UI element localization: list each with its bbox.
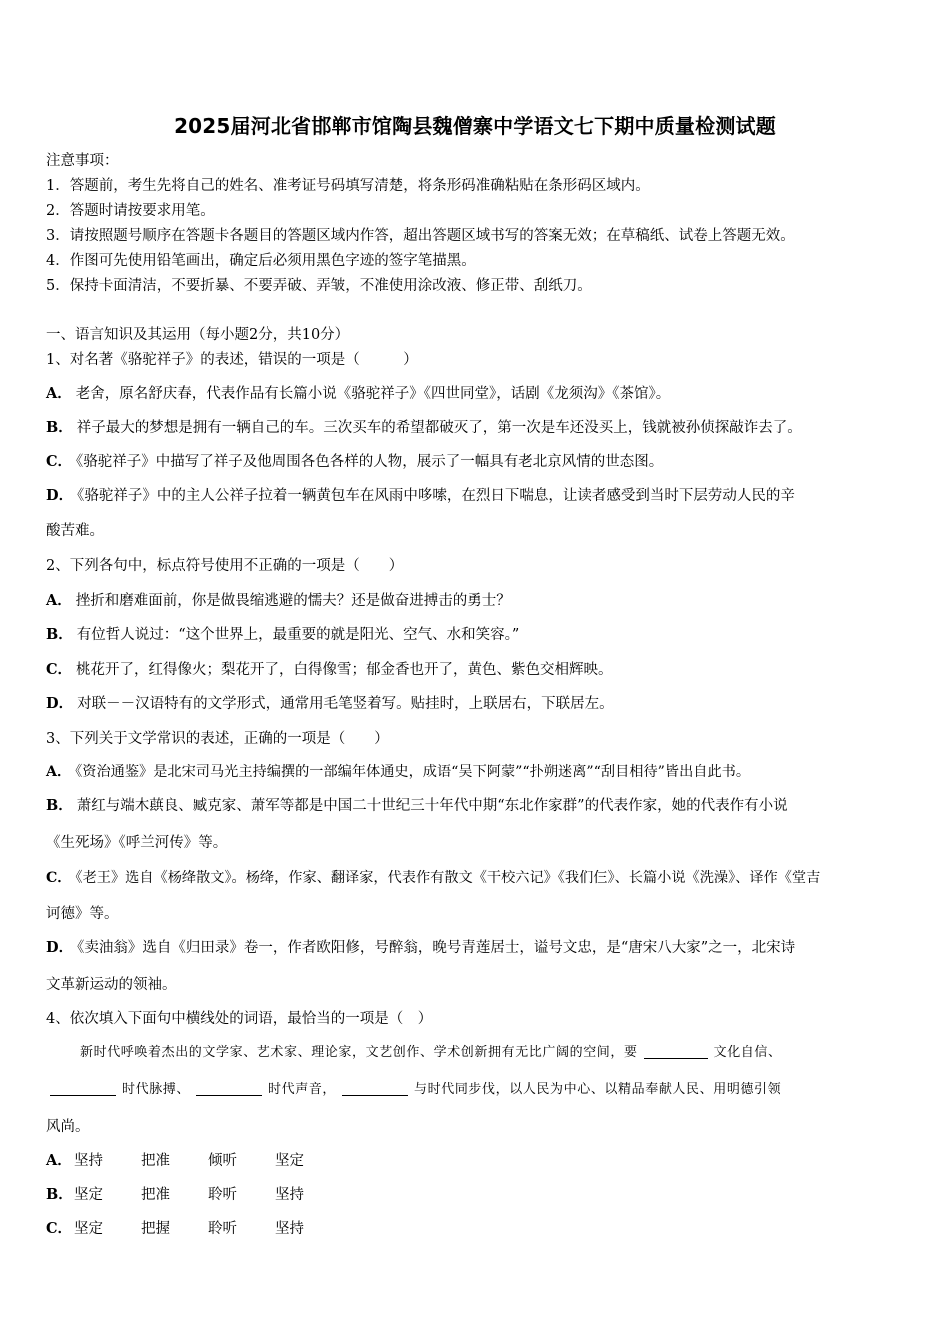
notice-item: 3．请按照题号顺序在答题卡各题目的答题区域内作答，超出答题区域书写的答案无效；在草稿纸、试卷上答题无效。 <box>46 228 795 244</box>
question-1-option-b <box>46 418 802 438</box>
passage-text: 新时代呼唤着杰出的文学家、艺术家、理论家，文艺创作、学术创新拥有无比广阔的空间，要 <box>80 1045 638 1060</box>
notice-item: 5．保持卡面清洁，不要折暴、不要弄破、弄皱，不准使用涂改液、修正带、刮纸刀。 <box>46 278 592 294</box>
section-heading: 一、语言知识及其运用（每小题2分，共10分） <box>46 327 350 343</box>
question-4-option-a <box>46 1151 342 1171</box>
option-text: 对联－－汉语特有的文学形式，通常用毛笔竖着写。贴挂时，上联居右，下联居左。 <box>77 696 614 712</box>
question-1-option-d <box>46 486 795 506</box>
option-label: C． <box>46 870 72 886</box>
question-2-option-c <box>46 660 613 680</box>
question-4-passage-line <box>50 1080 781 1100</box>
question-1-stem: 1、对名著《骆驼祥子》的表述，错误的一项是（ ） <box>46 352 418 368</box>
question-3-option-c <box>46 868 820 888</box>
question-4-option-b <box>46 1185 342 1205</box>
option-text: 挫折和磨难面前，你是做畏缩逃避的懦夫？还是做奋进搏击的勇士？ <box>75 593 511 609</box>
option-text: 《资治通鉴》是北宋司马光主持编撰的一部编年体通史，成语“吴下阿蒙”“扑朔迷离”“刮目相待”皆出自此书。 <box>75 764 751 780</box>
question-3-option-a <box>46 762 750 782</box>
question-3-stem: 3、下列关于文学常识的表述，正确的一项是（ ） <box>46 731 389 747</box>
option-text: 萧红与端木蕻良、臧克家、萧军等都是中国二十世纪三十年代中期“东北作家群”的代表作家，她的代表作有小说 <box>76 798 788 814</box>
option-label: C． <box>46 1220 73 1237</box>
option-label: D． <box>46 939 74 956</box>
option-label: D． <box>46 487 74 504</box>
passage-text: 时代脉搏、 <box>122 1082 191 1097</box>
option-word: 聆听 <box>208 1187 237 1203</box>
question-2-stem: 2、下列各句中，标点符号使用不正确的一项是（ ） <box>46 558 404 574</box>
page-title: 2025届河北省邯郸市馆陶县魏僧寨中学语文七下期中质量检测试题 <box>174 114 776 138</box>
question-3-option-d <box>46 938 795 958</box>
option-text: 桃花开了，红得像火；梨花开了，白得像雪；郁金香也开了，黄色、紫色交相辉映。 <box>76 662 613 678</box>
notice-item: 1．答题前，考生先将自己的姓名、准考证号码填写清楚，将条形码准确粘贴在条形码区域内。 <box>46 178 650 194</box>
fill-blank <box>644 1044 708 1059</box>
question-4-passage-end: 风尚。 <box>46 1119 90 1135</box>
passage-text: 与时代同步伐，以人民为中心、以精品奉献人民、用明德引领 <box>414 1082 782 1097</box>
passage-text: 时代声音， <box>268 1082 337 1097</box>
question-1-option-d-cont: 酸苦难。 <box>46 523 104 539</box>
option-label: B． <box>46 797 73 814</box>
question-3-option-b-cont: 《生死场》《呼兰河传》等。 <box>46 835 228 851</box>
option-word: 坚定 <box>74 1187 103 1203</box>
question-4-passage-line <box>80 1043 782 1063</box>
option-text: 老舍，原名舒庆春，代表作品有长篇小说《骆驼祥子》《四世同堂》，话剧《龙须沟》《茶馆》。 <box>75 386 671 402</box>
question-4-stem: 4、依次填入下面句中横线处的词语，最恰当的一项是（ ） <box>46 1011 433 1027</box>
fill-blank <box>50 1081 116 1096</box>
fill-blank <box>196 1081 262 1096</box>
question-3-option-d-cont: 文革新运动的领袖。 <box>46 977 177 993</box>
option-word: 把握 <box>141 1221 170 1237</box>
option-word: 坚持 <box>74 1153 103 1169</box>
option-label: C． <box>46 661 73 678</box>
option-label: B． <box>46 419 73 436</box>
notice-heading: 注意事项： <box>46 153 119 169</box>
notice-item: 2．答题时请按要求用笔。 <box>46 203 215 219</box>
option-label: A． <box>46 592 72 609</box>
option-text: 《骆驼祥子》中描写了祥子及他周围各色各样的人物，展示了一幅具有老北京风情的世态图。 <box>76 454 664 470</box>
option-text: 祥子最大的梦想是拥有一辆自己的车。三次买车的希望都破灭了，第一次是车还没买上，钱就被孙侦探敲诈去了。 <box>76 420 802 436</box>
option-label: B． <box>46 1186 73 1203</box>
option-word: 倾听 <box>208 1153 237 1169</box>
option-label: A． <box>46 764 72 780</box>
option-label: D． <box>46 695 74 712</box>
option-text: 有位哲人说过：“这个世界上，最重要的就是阳光、空气、水和笑容。” <box>76 627 520 643</box>
option-word: 把准 <box>141 1153 170 1169</box>
question-3-option-c-cont: 诃德》等。 <box>46 906 119 922</box>
question-2-option-d <box>46 694 614 714</box>
option-text: 《骆驼祥子》中的主人公祥子拉着一辆黄包车在风雨中哆嗦，在烈日下喘息，让读者感受到当时下层劳动人民的辛 <box>77 488 795 504</box>
option-text: 《卖油翁》选自《归田录》卷一，作者欧阳修，号醉翁，晚号青莲居士，谥号文忠，是“唐宋八大家”之一，北宋诗 <box>77 940 796 956</box>
option-word: 坚持 <box>275 1221 304 1237</box>
option-word: 把准 <box>141 1187 170 1203</box>
option-label: A． <box>46 385 72 402</box>
option-word: 坚持 <box>275 1187 304 1203</box>
notice-item: 4．作图可先使用铅笔画出，确定后必须用黑色字迹的签字笔描黑。 <box>46 253 476 269</box>
option-word: 坚定 <box>74 1221 103 1237</box>
option-word: 坚定 <box>275 1153 304 1169</box>
option-text: 《老王》选自《杨绛散文》。杨绛，作家、翻译家，代表作有散文《干校六记》《我们仨》、长篇小说《洗澡》、译作《堂吉 <box>75 870 821 886</box>
question-1-option-a <box>46 384 670 404</box>
question-2-option-b <box>46 625 519 645</box>
question-2-option-a <box>46 591 511 611</box>
option-word: 聆听 <box>208 1221 237 1237</box>
question-3-option-b <box>46 796 788 816</box>
question-1-option-c <box>46 452 663 472</box>
question-4-option-c <box>46 1219 342 1239</box>
option-label: C． <box>46 453 73 470</box>
fill-blank <box>342 1081 408 1096</box>
option-label: A． <box>46 1152 72 1169</box>
passage-text: 文化自信、 <box>713 1045 782 1060</box>
option-label: B． <box>46 626 73 643</box>
